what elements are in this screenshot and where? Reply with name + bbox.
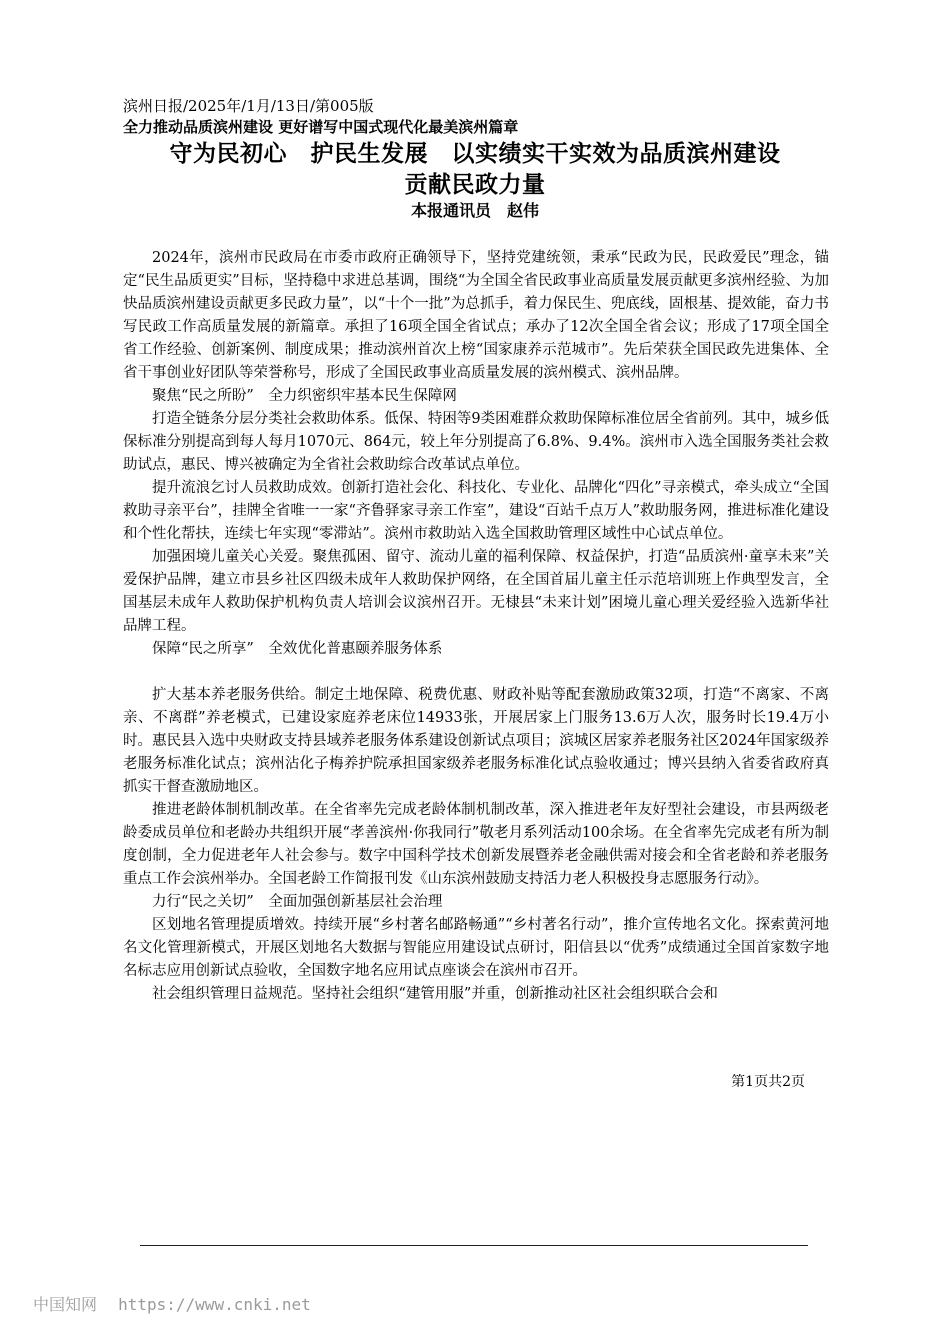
source-line: 滨州日报/2025年/1月/13日/第005版 xyxy=(123,97,374,115)
paragraph: 加强困境儿童关心关爱。聚焦孤困、留守、流动儿童的福利保障、权益保护，打造“品质滨州·童享未来”关爱保护品牌，建立市县乡社区四级未成年人救助保护网络，在全国首届儿童主任示范培训班上作典型发言，全国基层未成年人救助保护机构负责人培训会议滨州召开。无棣县“未来计划”困境儿童心理关爱经验入选新华社品牌工程。 xyxy=(123,549,829,634)
kicker-line: 全力推动品质滨州建设 更好谱写中国式现代化最美滨州篇章 xyxy=(123,118,519,136)
title-line-2: 贡献民政力量 xyxy=(404,171,546,198)
byline: 本报通讯员 赵伟 xyxy=(410,201,539,220)
paragraph: 打造全链条分层分类社会救助体系。低保、特困等9类困难群众救助保障标准位居全省前列。其中，城乡低保标准分别提高到每人每月1070元、864元，较上年分别提高了6.8%、9.4%。滨州市入选全国服务类社会救助试点，惠民、博兴被确定为全省社会救助综合改革试点单位。 xyxy=(123,411,829,473)
paragraph: 社会组织管理日益规范。坚持社会组织“建管用服”并重，创新推动社区社会组织联合会和 xyxy=(152,986,718,1002)
title-line-1: 守为民初心 护民生发展 以实绩实干实效为品质滨州建设 xyxy=(169,140,781,167)
section-heading-3: 力行“民之关切” 全面加强创新基层社会治理 xyxy=(152,894,443,910)
paragraph: 区划地名管理提质增效。持续开展“乡村著名邮路畅通”“乡村著名行动”，推介宣传地名文化。探索黄河地名文化管理新模式，开展区划地名大数据与智能应用建设试点研讨，阳信县以“优秀”成绩通过全国首家数字地名标志应用创新试点验收，全国数字地名应用试点座谈会在滨州市召开。 xyxy=(123,917,829,979)
section-heading-2: 保障“民之所享” 全效优化普惠颐养服务体系 xyxy=(152,641,443,657)
paragraph: 提升流浪乞讨人员救助成效。创新打造社会化、科技化、专业化、品牌化“四化”寻亲模式，牵头成立“全国救助寻亲平台”，挂牌全省唯一一家“齐鲁驿家寻亲工作室”，建设“百站千点万人”救助服务网，推进标准化建设和个性化帮扶，连续七年实现“零滞站”。滨州市救助站入选全国救助管理区域性中心试点单位。 xyxy=(123,480,829,542)
paragraph-intro: 2024年，滨州市民政局在市委市政府正确领导下，坚持党建统领，秉承“民政为民，民政爱民”理念，锚定“民生品质更实”目标，坚持稳中求进总基调，围绕“为全国全省民政事业高质量发展贡献更多滨州经验、为加快品质滨州建设贡献更多民政力量”，以“十个一批”为总抓手，着力保民生、兜底线，固根基、提效能，奋力书写民政工作高质量发展的新篇章。承担了16项全国全省试点；承办了12次全国全省会议；形成了17项全国全省工作经验、创新案例、制度成果；推动滨州首次上榜“国家康养示范城市”。先后荣获全国民政先进集体、全省干事创业好团队等荣誉称号，形成了全国民政事业高质量发展的滨州模式、滨州品牌。 xyxy=(123,250,829,381)
article-body xyxy=(123,247,829,1006)
footer xyxy=(33,1294,311,1316)
page-indicator: 第1页共2页 xyxy=(731,1074,805,1090)
cnki-url-link[interactable]: https://www.cnki.net xyxy=(118,1295,311,1314)
footer-divider xyxy=(140,1245,808,1246)
article-title xyxy=(110,138,840,200)
paragraph: 推进老龄体制机制改革。在全省率先完成老龄体制机制改革，深入推进老年友好型社会建设，市县两级老龄委成员单位和老龄办共组织开展“孝善滨州·你我同行”敬老月系列活动100余场。在全省率先完成老有所为制度创制，全力促进老年人社会参与。数字中国科学技术创新发展暨养老金融供需对接会和全省老龄和养老服务重点工作会滨州举办。全国老龄工作简报刊发《山东滨州鼓励支持活力老人积极投身志愿服务行动》。 xyxy=(123,802,829,887)
section-heading-1: 聚焦“民之所盼” 全力织密织牢基本民生保障网 xyxy=(152,388,457,404)
cnki-brand: 中国知网 xyxy=(33,1295,98,1314)
paragraph: 扩大基本养老服务供给。制定土地保障、税费优惠、财政补贴等配套激励政策32项，打造“不离家、不离亲、不离群”养老模式，已建设家庭养老床位14933张，开展居家上门服务13.6万人次，服务时长19.4万小时。惠民县入选中央财政支持县域养老服务体系建设创新试点项目；滨城区居家养老服务社区2024年国家级养老服务标准化试点；滨州沾化子梅养护院承担国家级养老服务标准化试点验收通过；博兴县纳入省委省政府真抓实干督查激励地区。 xyxy=(123,687,829,795)
